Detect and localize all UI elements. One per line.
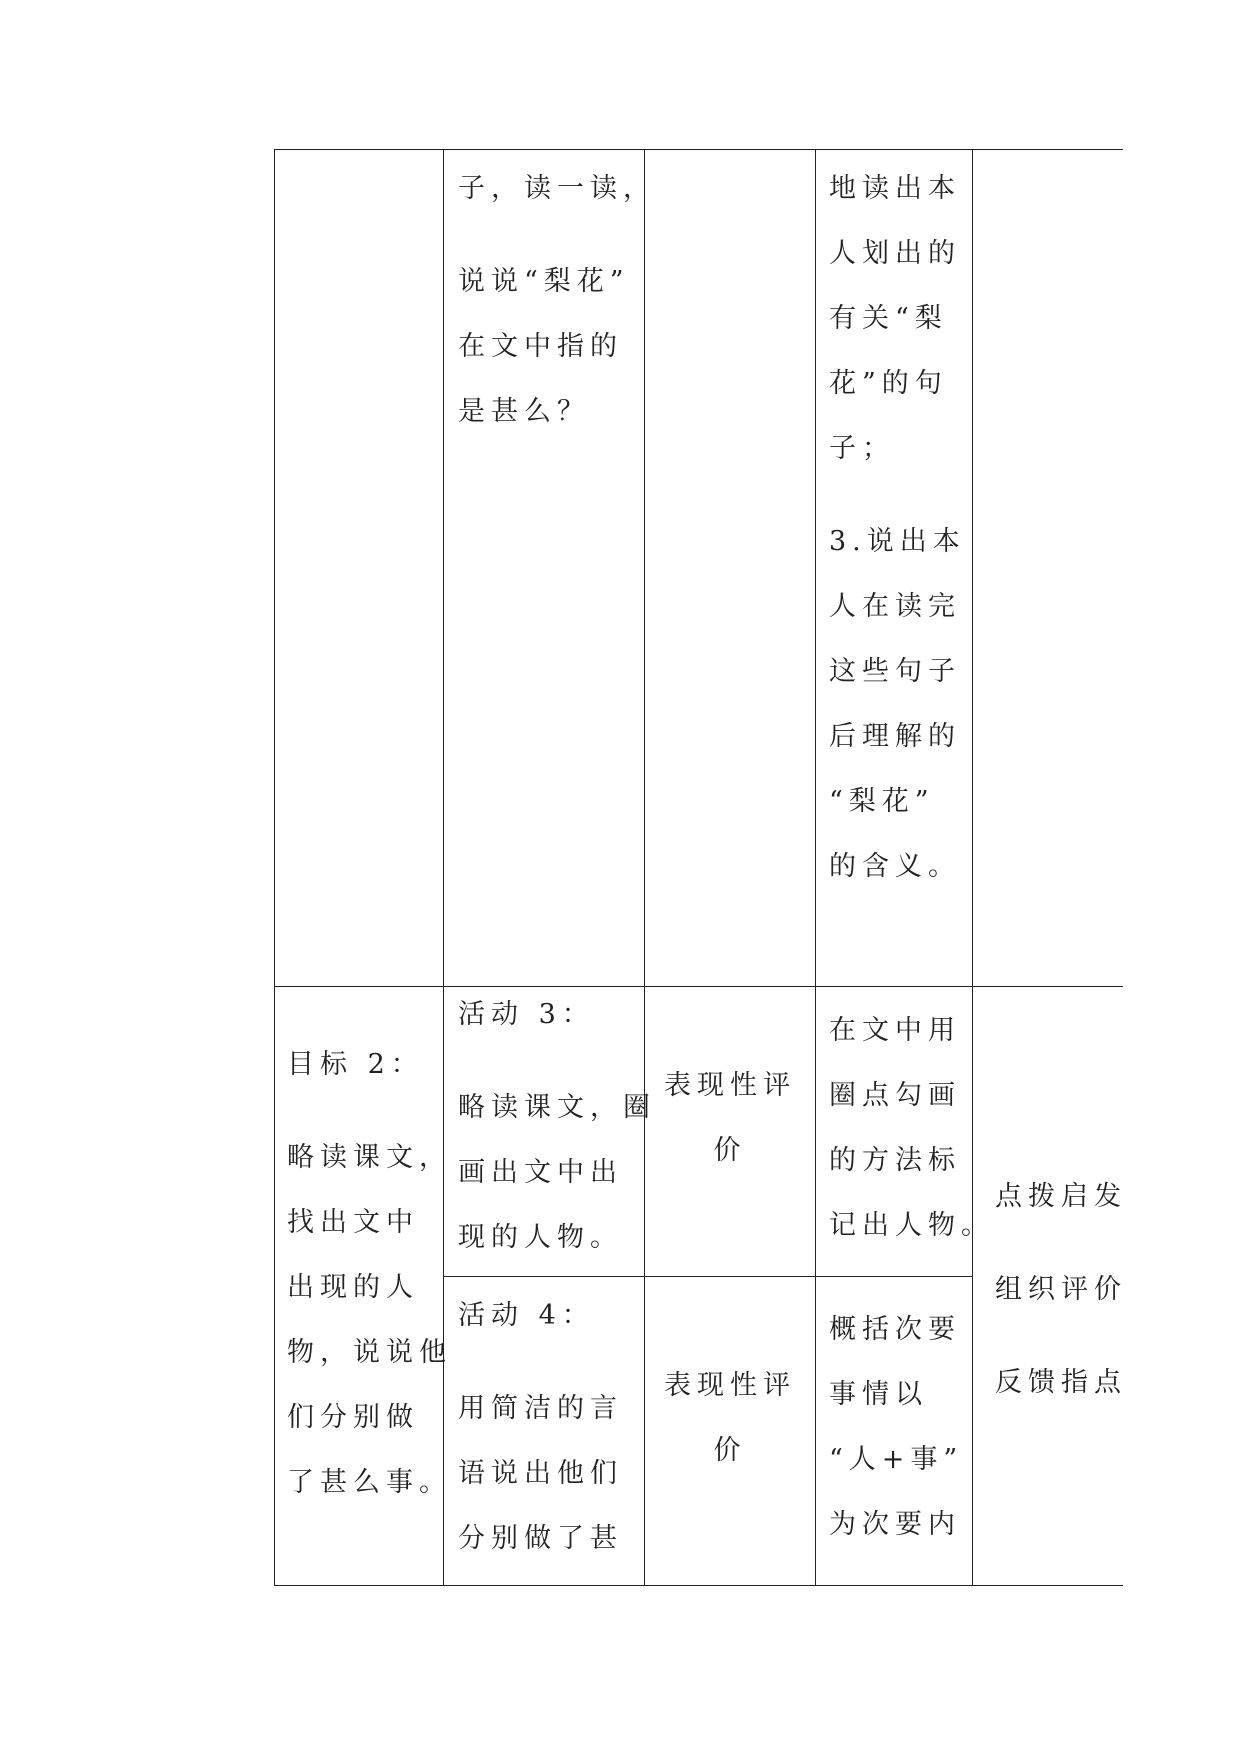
goal-title: 目标 2： [287,1049,424,1080]
criteria-4-text: “人+事” [829,1444,964,1475]
activity-3-text: 现的人物。 [458,1222,623,1253]
criteria-text: “梨花” [829,786,935,817]
criteria-4-text: 为次要内 [829,1509,961,1540]
goal-text: 略读课文， [287,1142,452,1173]
criteria-text: 人在读完 [829,591,961,622]
evaluation-3-text: 价 [713,1135,747,1166]
goal-text: 物，说说他 [287,1337,452,1368]
goal-text: 们分别做 [287,1402,419,1433]
criteria-3-text: 圈点勾画 [829,1080,961,1111]
activity-text: 是甚么？ [458,396,590,427]
activity-text: 在文中指的 [458,331,623,362]
criteria-4-text: 事情以 [829,1379,928,1410]
evaluation-cell-empty [645,150,816,987]
criteria-3-text: 在文中用 [829,1015,961,1046]
guidance-text: 反馈指点 [995,1367,1127,1398]
criteria-text: 3.说出本 [829,526,966,557]
activity-4-text: 用简洁的言 [458,1393,623,1424]
evaluation-3-text: 表现性评 [664,1070,796,1101]
criteria-3-text: 记出人物。 [829,1210,994,1241]
goal-text: 出现的人 [287,1272,419,1303]
criteria-cell [816,150,973,987]
goal-cell [275,987,452,1586]
evaluation-4-text: 表现性评 [664,1370,796,1401]
goal-text: 找出文中 [287,1207,419,1238]
activity-3-title: 活动 3： [458,999,595,1030]
activity-text: 说说“梨花” [458,266,630,297]
activity-4-text: 分别做了甚 [458,1523,623,1554]
criteria-text: 这些句子 [829,656,961,687]
guidance-text: 点拨启发 [995,1181,1127,1212]
criteria-text: 后理解的 [829,721,961,752]
goal-text: 了甚么事。 [287,1467,452,1498]
lesson-plan-table [274,149,1127,1586]
activity-3-text: 略读课文，圈 [458,1092,656,1123]
activity-text: 子，读一读， [458,173,656,204]
criteria-text: 地读出本 [829,173,961,204]
guidance-text: 组织评价 [995,1274,1127,1305]
criteria-text: 人划出的 [829,238,961,269]
activity-4-title: 活动 4： [458,1300,595,1331]
criteria-4-text: 概括次要 [829,1314,961,1345]
evaluation-4-cell [645,1277,816,1586]
criteria-3-cell [816,987,994,1277]
criteria-text: 子； [829,433,895,464]
criteria-text: 花”的句 [829,368,948,399]
table-row [275,150,1123,987]
evaluation-4-text: 价 [713,1435,747,1466]
table-row [275,987,1123,1277]
activity-4-cell [444,1277,645,1586]
goal-cell-empty [275,150,444,987]
criteria-4-cell [816,1277,973,1586]
activity-3-cell [444,987,656,1277]
guidance-cell [973,987,1127,1586]
evaluation-3-cell [645,987,816,1277]
guidance-cell-empty [973,150,1123,987]
activity-4-text: 语说出他们 [458,1458,623,1489]
criteria-text: 的含义。 [829,851,961,882]
criteria-text: 有关“梨 [829,303,948,334]
criteria-3-text: 的方法标 [829,1145,961,1176]
activity-3-text: 画出文中出 [458,1157,623,1188]
activity-cell [444,150,656,987]
